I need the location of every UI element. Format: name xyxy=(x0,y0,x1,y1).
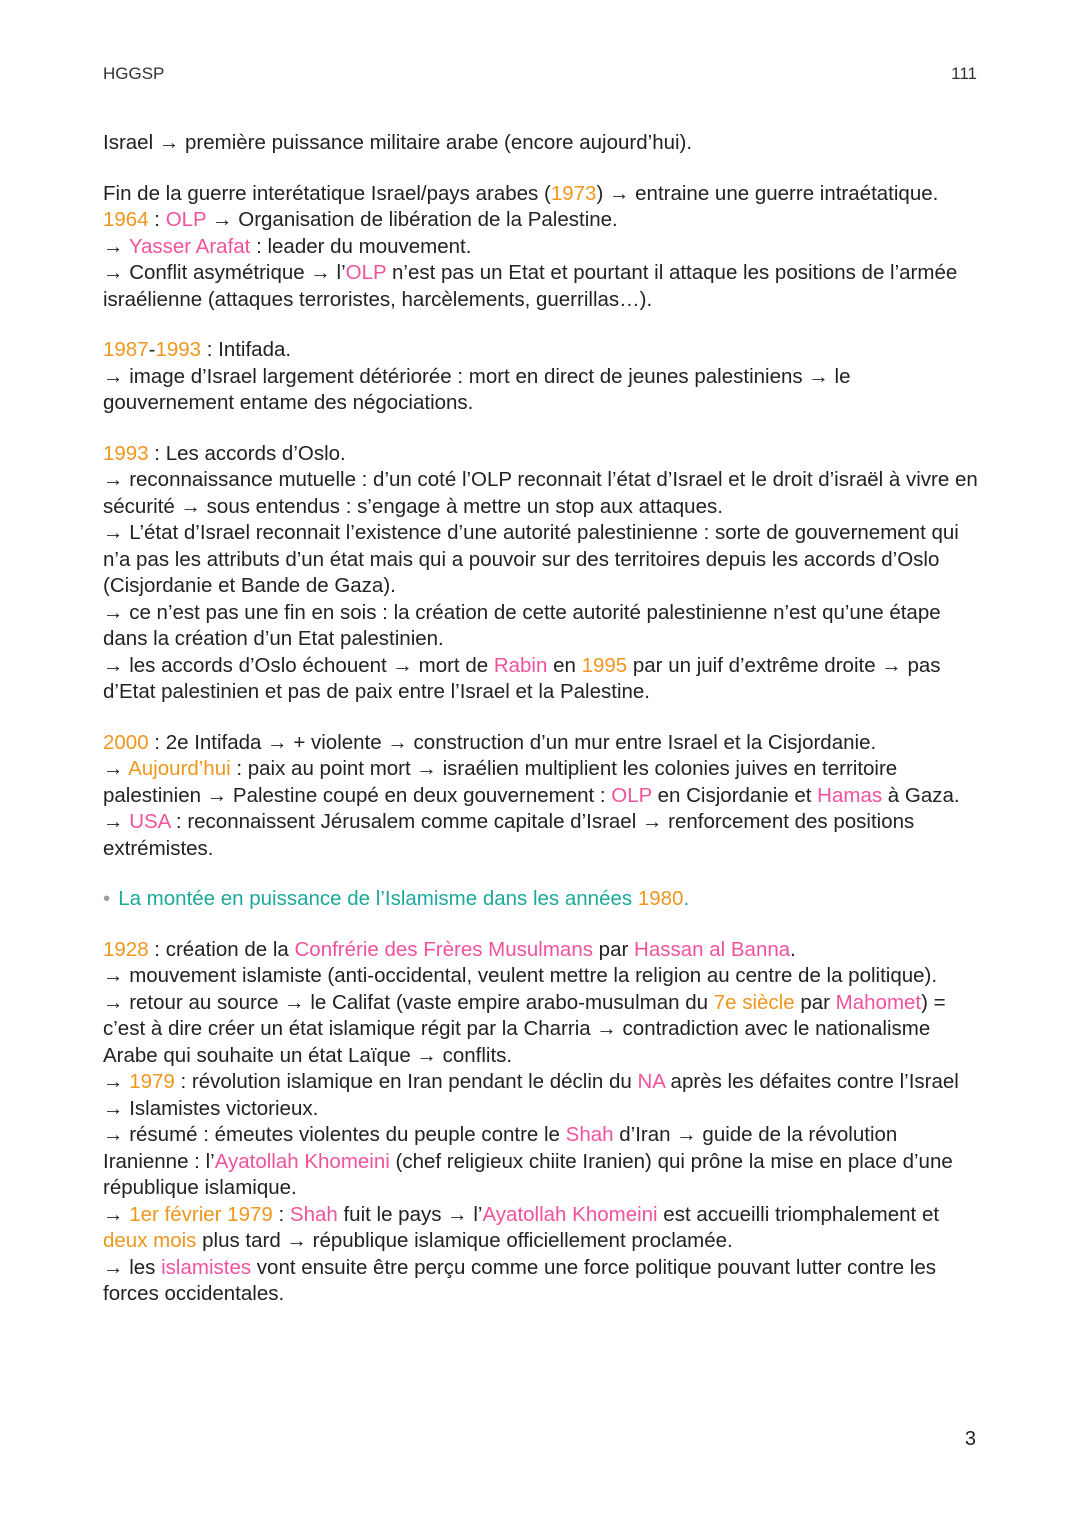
body-text: → Organisation de libération de la Palestine. xyxy=(206,208,618,231)
text-line xyxy=(103,600,983,653)
text-line xyxy=(103,234,983,261)
paragraph xyxy=(103,937,983,1308)
text-line xyxy=(103,181,983,208)
body-text: → Conflit asymétrique → l’ xyxy=(103,261,346,284)
body-text: Israel → première puissance militaire arabe (encore aujourd’hui). xyxy=(103,131,693,154)
name-text: Rabin xyxy=(493,653,548,677)
body-text: → les xyxy=(103,1255,162,1279)
name-text: Confrérie des Frères Musulmans xyxy=(294,937,593,961)
section-heading xyxy=(103,886,983,913)
body-text: ) → entraine une guerre intraétatique. xyxy=(596,181,939,205)
name-text: Mahomet xyxy=(835,990,922,1014)
text-line xyxy=(103,653,983,706)
name-text: OLP xyxy=(345,261,387,284)
heading-text: La montée en puissance de l’Islamisme dans les années xyxy=(118,887,638,910)
date-text: 2000 xyxy=(103,730,149,754)
body-text: → xyxy=(103,1202,130,1226)
name-text: Ayatollah Khomeini xyxy=(482,1202,658,1226)
date-text: 1980 xyxy=(637,887,684,910)
body-text: . xyxy=(790,937,796,961)
date-text: 1993 xyxy=(103,441,149,465)
name-text: Shah xyxy=(289,1202,338,1226)
paragraph xyxy=(103,441,983,706)
text-line xyxy=(103,756,983,809)
text-line xyxy=(103,1255,983,1308)
text-line xyxy=(103,260,983,313)
body-text: par un juif d’extrême droite → pas d’Etat palestinien et pas de paix entre l’Israel et la Palestine. xyxy=(103,653,941,703)
body-text: → retour au source → le Califat (vaste empire arabo-musulman du xyxy=(103,990,714,1014)
name-text: Hassan al Banna xyxy=(634,937,791,961)
body-text: Fin de la guerre interétatique Israel/pays arabes ( xyxy=(103,181,551,205)
name-text: Shah xyxy=(565,1123,614,1146)
date-text: Aujourd’hui xyxy=(128,757,231,780)
body-text: → mouvement islamiste (anti-occidental, veulent mettre la religion au centre de la politique). xyxy=(103,964,938,987)
text-line xyxy=(103,937,983,964)
body-text: → ce n’est pas une fin en sois : la création de cette autorité palestinienne n’est qu’une étape dans la création d’un Etat palestinien. xyxy=(103,600,941,650)
date-text: 7e siècle xyxy=(713,990,795,1014)
text-line xyxy=(103,337,983,364)
body-text: à Gaza. xyxy=(882,783,960,807)
date-text: 1964 xyxy=(103,208,149,231)
body-text: - xyxy=(148,338,156,361)
body-text: par xyxy=(592,937,635,961)
text-line xyxy=(103,886,983,913)
date-text: 1993 xyxy=(155,338,202,361)
text-line xyxy=(103,730,983,757)
paragraph xyxy=(103,337,983,417)
text-line xyxy=(103,1202,983,1255)
body-text: → xyxy=(103,757,129,780)
heading-text: . xyxy=(683,887,690,910)
body-text: → xyxy=(103,1070,130,1093)
body-text: en xyxy=(547,653,582,677)
name-text: islamistes xyxy=(161,1255,252,1279)
body-text: → les accords d’Oslo échouent → mort de xyxy=(103,653,494,677)
body-text: → xyxy=(103,234,129,258)
body-text: : leader du mouvement. xyxy=(250,234,472,258)
name-text: Ayatollah Khomeini xyxy=(214,1149,390,1173)
body-text: : reconnaissent Jérusalem comme capitale d’Israel → renforcement des positions extrémistes. xyxy=(103,810,915,860)
body-text: n’est pas un Etat et pourtant il attaque les positions de l’armée israélienne (attaques terroristes, harcèlements, guerrillas…). xyxy=(103,261,958,311)
name-text: Hamas xyxy=(817,783,883,807)
paragraph xyxy=(103,181,983,314)
body-text: → résumé : émeutes violentes du peuple contre le xyxy=(103,1123,566,1146)
name-text: OLP xyxy=(165,208,207,231)
body-text: est accueilli triomphalement et xyxy=(657,1202,940,1226)
name-text: OLP xyxy=(611,783,652,807)
text-line xyxy=(103,364,983,417)
date-text: deux mois xyxy=(103,1229,197,1252)
body-text: d’Iran → guide de la révolution Iranienne : l’ xyxy=(103,1123,898,1173)
text-line xyxy=(103,207,983,234)
body-text: après les défaites contre l’Israel → Islamistes victorieux. xyxy=(103,1070,959,1120)
date-text: 1979 xyxy=(129,1070,175,1093)
bullet-icon: • xyxy=(103,887,111,910)
name-text: Yasser Arafat xyxy=(128,234,251,258)
body-text: en Cisjordanie et xyxy=(651,783,818,807)
text-line xyxy=(103,963,983,990)
text-line xyxy=(103,1069,983,1122)
subject-label: HGGSP xyxy=(103,64,165,83)
body-text: : Intifada. xyxy=(201,338,292,361)
body-text: vont ensuite être perçu comme une force politique pouvant lutter contre les forces occidentales. xyxy=(103,1255,936,1305)
date-text: 1928 xyxy=(103,937,149,961)
body-text: : révolution islamique en Iran pendant le déclin du xyxy=(174,1070,638,1093)
body-text: → reconnaissance mutuelle : d’un coté l’OLP reconnait l’état d’Israel et le droit d’israël à vivre en sécurité → sous entendus : s’engage à mettre un stop aux attaques. xyxy=(103,468,978,518)
paragraph xyxy=(103,730,983,863)
date-text: 1995 xyxy=(581,653,628,677)
body-text: plus tard → république islamique officiellement proclamée. xyxy=(196,1229,733,1252)
text-line xyxy=(103,130,983,157)
text-line xyxy=(103,1122,983,1202)
text-line xyxy=(103,520,983,600)
body-text: par xyxy=(794,990,836,1014)
name-text: NA xyxy=(637,1070,665,1093)
body-text: ) = c’est à dire créer un état islamique régit par la Charria → contradiction avec le nationalisme Arabe qui souhaite un état Laïque → conflits. xyxy=(103,990,946,1067)
body-text: : xyxy=(272,1202,290,1226)
date-text: 1er février 1979 xyxy=(129,1202,273,1226)
page-reference: 111 xyxy=(951,64,977,83)
body-text: fuit le pays → l’ xyxy=(337,1202,483,1226)
body-text: → xyxy=(103,810,130,833)
page-number: 3 xyxy=(964,1428,976,1450)
name-text: USA xyxy=(129,810,171,833)
date-text: 1973 xyxy=(550,181,597,205)
body-text: : Les accords d’Oslo. xyxy=(148,441,346,465)
body-text: : xyxy=(148,208,166,231)
paragraph xyxy=(103,130,983,157)
body-text: : création de la xyxy=(148,937,295,961)
date-text: 1987 xyxy=(103,338,149,361)
document-body xyxy=(103,130,983,1308)
body-text: (chef religieux chiite Iranien) qui prône la mise en place d’une république islamique. xyxy=(103,1149,953,1199)
body-text: : paix au point mort → israélien multiplient les colonies juives en territoire palestinien → Palestine coupé en deux gouvernement : xyxy=(103,757,898,807)
text-line xyxy=(103,467,983,520)
body-text: : 2e Intifada → + violente → construction d’un mur entre Israel et la Cisjordanie. xyxy=(148,730,877,754)
body-text: → image d’Israel largement détériorée : mort en direct de jeunes palestiniens → le gouvernement entame des négociations. xyxy=(103,364,851,414)
page-header xyxy=(103,64,977,88)
text-line xyxy=(103,441,983,468)
body-text: → L’état d’Israel reconnait l’existence d’une autorité palestinienne : sorte de gouvernement qui n’a pas les attributs d’un état mais qui a pouvoir sur des territoires depuis les accords d’Oslo (Cisjordanie et Bande de Gaza). xyxy=(103,521,959,597)
text-line xyxy=(103,990,983,1070)
text-line xyxy=(103,809,983,862)
